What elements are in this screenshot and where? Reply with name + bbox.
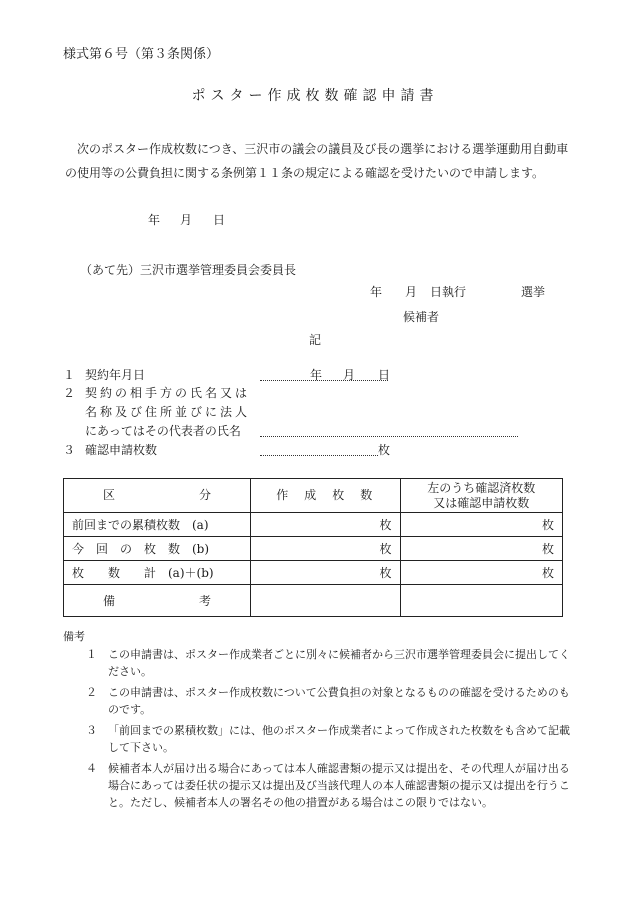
row-label: 前回までの累積枚数 (a): [64, 513, 251, 537]
table-row: [64, 513, 563, 537]
item-1-year: 年: [310, 368, 323, 382]
note-number: １: [86, 648, 97, 661]
table-row: [64, 537, 563, 561]
note-number: ２: [86, 686, 97, 699]
item-1-fill-line: [260, 380, 388, 381]
header-category: 区 分: [64, 479, 251, 513]
notes-list: [86, 646, 574, 815]
table-row: [64, 585, 563, 617]
item-1-label: 契約年月日: [85, 368, 146, 382]
item-3-label: 確認申請枚数: [85, 443, 158, 457]
remarks-cell[interactable]: [251, 585, 401, 617]
item-2-label-line-1: 契約の相手方の氏名又は: [85, 386, 251, 400]
row-confirmed-cell[interactable]: 枚: [400, 513, 563, 537]
election-month: 月: [405, 285, 418, 299]
table-header-row: [64, 479, 563, 513]
item-3-number: ３: [63, 443, 76, 457]
row-confirmed-cell[interactable]: 枚: [400, 561, 563, 585]
item-2-number: ２: [63, 386, 76, 400]
notes-title: 備考: [63, 630, 85, 643]
row-label: 今 回 の 枚 数 (b): [64, 537, 251, 561]
date-day: 日: [213, 213, 226, 227]
remarks-cell-2[interactable]: [400, 585, 563, 617]
note-item: [86, 684, 574, 718]
header-confirmed-count: 左のうち確認済枚数 又は確認申請枚数: [400, 479, 563, 513]
election-year: 年: [370, 285, 383, 299]
date-year: 年: [148, 213, 161, 227]
note-item: [86, 646, 574, 680]
note-number: ３: [86, 724, 97, 737]
item-1-day: 日: [378, 368, 391, 382]
note-text: この申請書は、ポスター作成枚数について公費負担の対象となるものの確認を受けるためのものです。: [108, 686, 570, 716]
row-label: 枚 数 計 (a)＋(b): [64, 561, 251, 585]
item-1-number: １: [63, 368, 76, 382]
table-row: [64, 561, 563, 585]
item-2-label-line-3: にあってはその代表者の氏名: [85, 424, 241, 438]
note-text: 「前回までの累積枚数」には、他のポスター作成業者によって作成された枚数をも含めて記載して下さい。: [108, 724, 570, 754]
note-text: この申請書は、ポスター作成業者ごとに別々に候補者から三沢市選挙管理委員会に提出してください。: [108, 648, 570, 678]
recipient: （あて先）三沢市選挙管理委員会委員長: [80, 263, 297, 277]
note-item: [86, 722, 574, 756]
date-month: 月: [180, 213, 193, 227]
ki-heading: 記: [309, 333, 322, 347]
note-text: 候補者本人が届け出る場合にあっては本人確認書類の提示又は提出を、その代理人が届け出る場合にあっては委任状の提示又は提出及び当該代理人の本人確認書類の提示又は提出を行うこと。ただし、候補者本人の署名その他の措置がある場合はこの限りではない。: [108, 762, 570, 809]
note-item: [86, 760, 574, 811]
item-3-unit: 枚: [378, 443, 391, 457]
election-type: 選挙: [521, 285, 546, 299]
row-created-cell[interactable]: 枚: [251, 561, 401, 585]
item-3-fill-line: [260, 455, 378, 456]
item-2-label-line-2: 名称及び住所並びに法人: [85, 405, 251, 419]
header-created-count: 作 成 枚 数: [251, 479, 401, 513]
intro-paragraph: 次のポスター作成枚数につき、三沢市の議会の議員及び長の選挙における選挙運動用自動車の使用等の公費負担に関する条例第１１条の規定による確認を受けたいので申請します。: [65, 142, 569, 180]
count-table: [63, 478, 563, 617]
candidate-label: 候補者: [403, 310, 440, 324]
row-created-cell[interactable]: 枚: [251, 513, 401, 537]
document-title: ポスター作成枚数確認申請書: [191, 88, 439, 104]
row-confirmed-cell[interactable]: 枚: [400, 537, 563, 561]
row-label-remarks: 備 考: [64, 585, 251, 617]
item-2-fill-line: [260, 436, 518, 437]
row-created-cell[interactable]: 枚: [251, 537, 401, 561]
election-day-exec: 日執行: [430, 285, 467, 299]
item-1-month: 月: [343, 368, 356, 382]
note-number: ４: [86, 762, 97, 775]
form-label: 様式第６号（第３条関係）: [63, 47, 220, 62]
